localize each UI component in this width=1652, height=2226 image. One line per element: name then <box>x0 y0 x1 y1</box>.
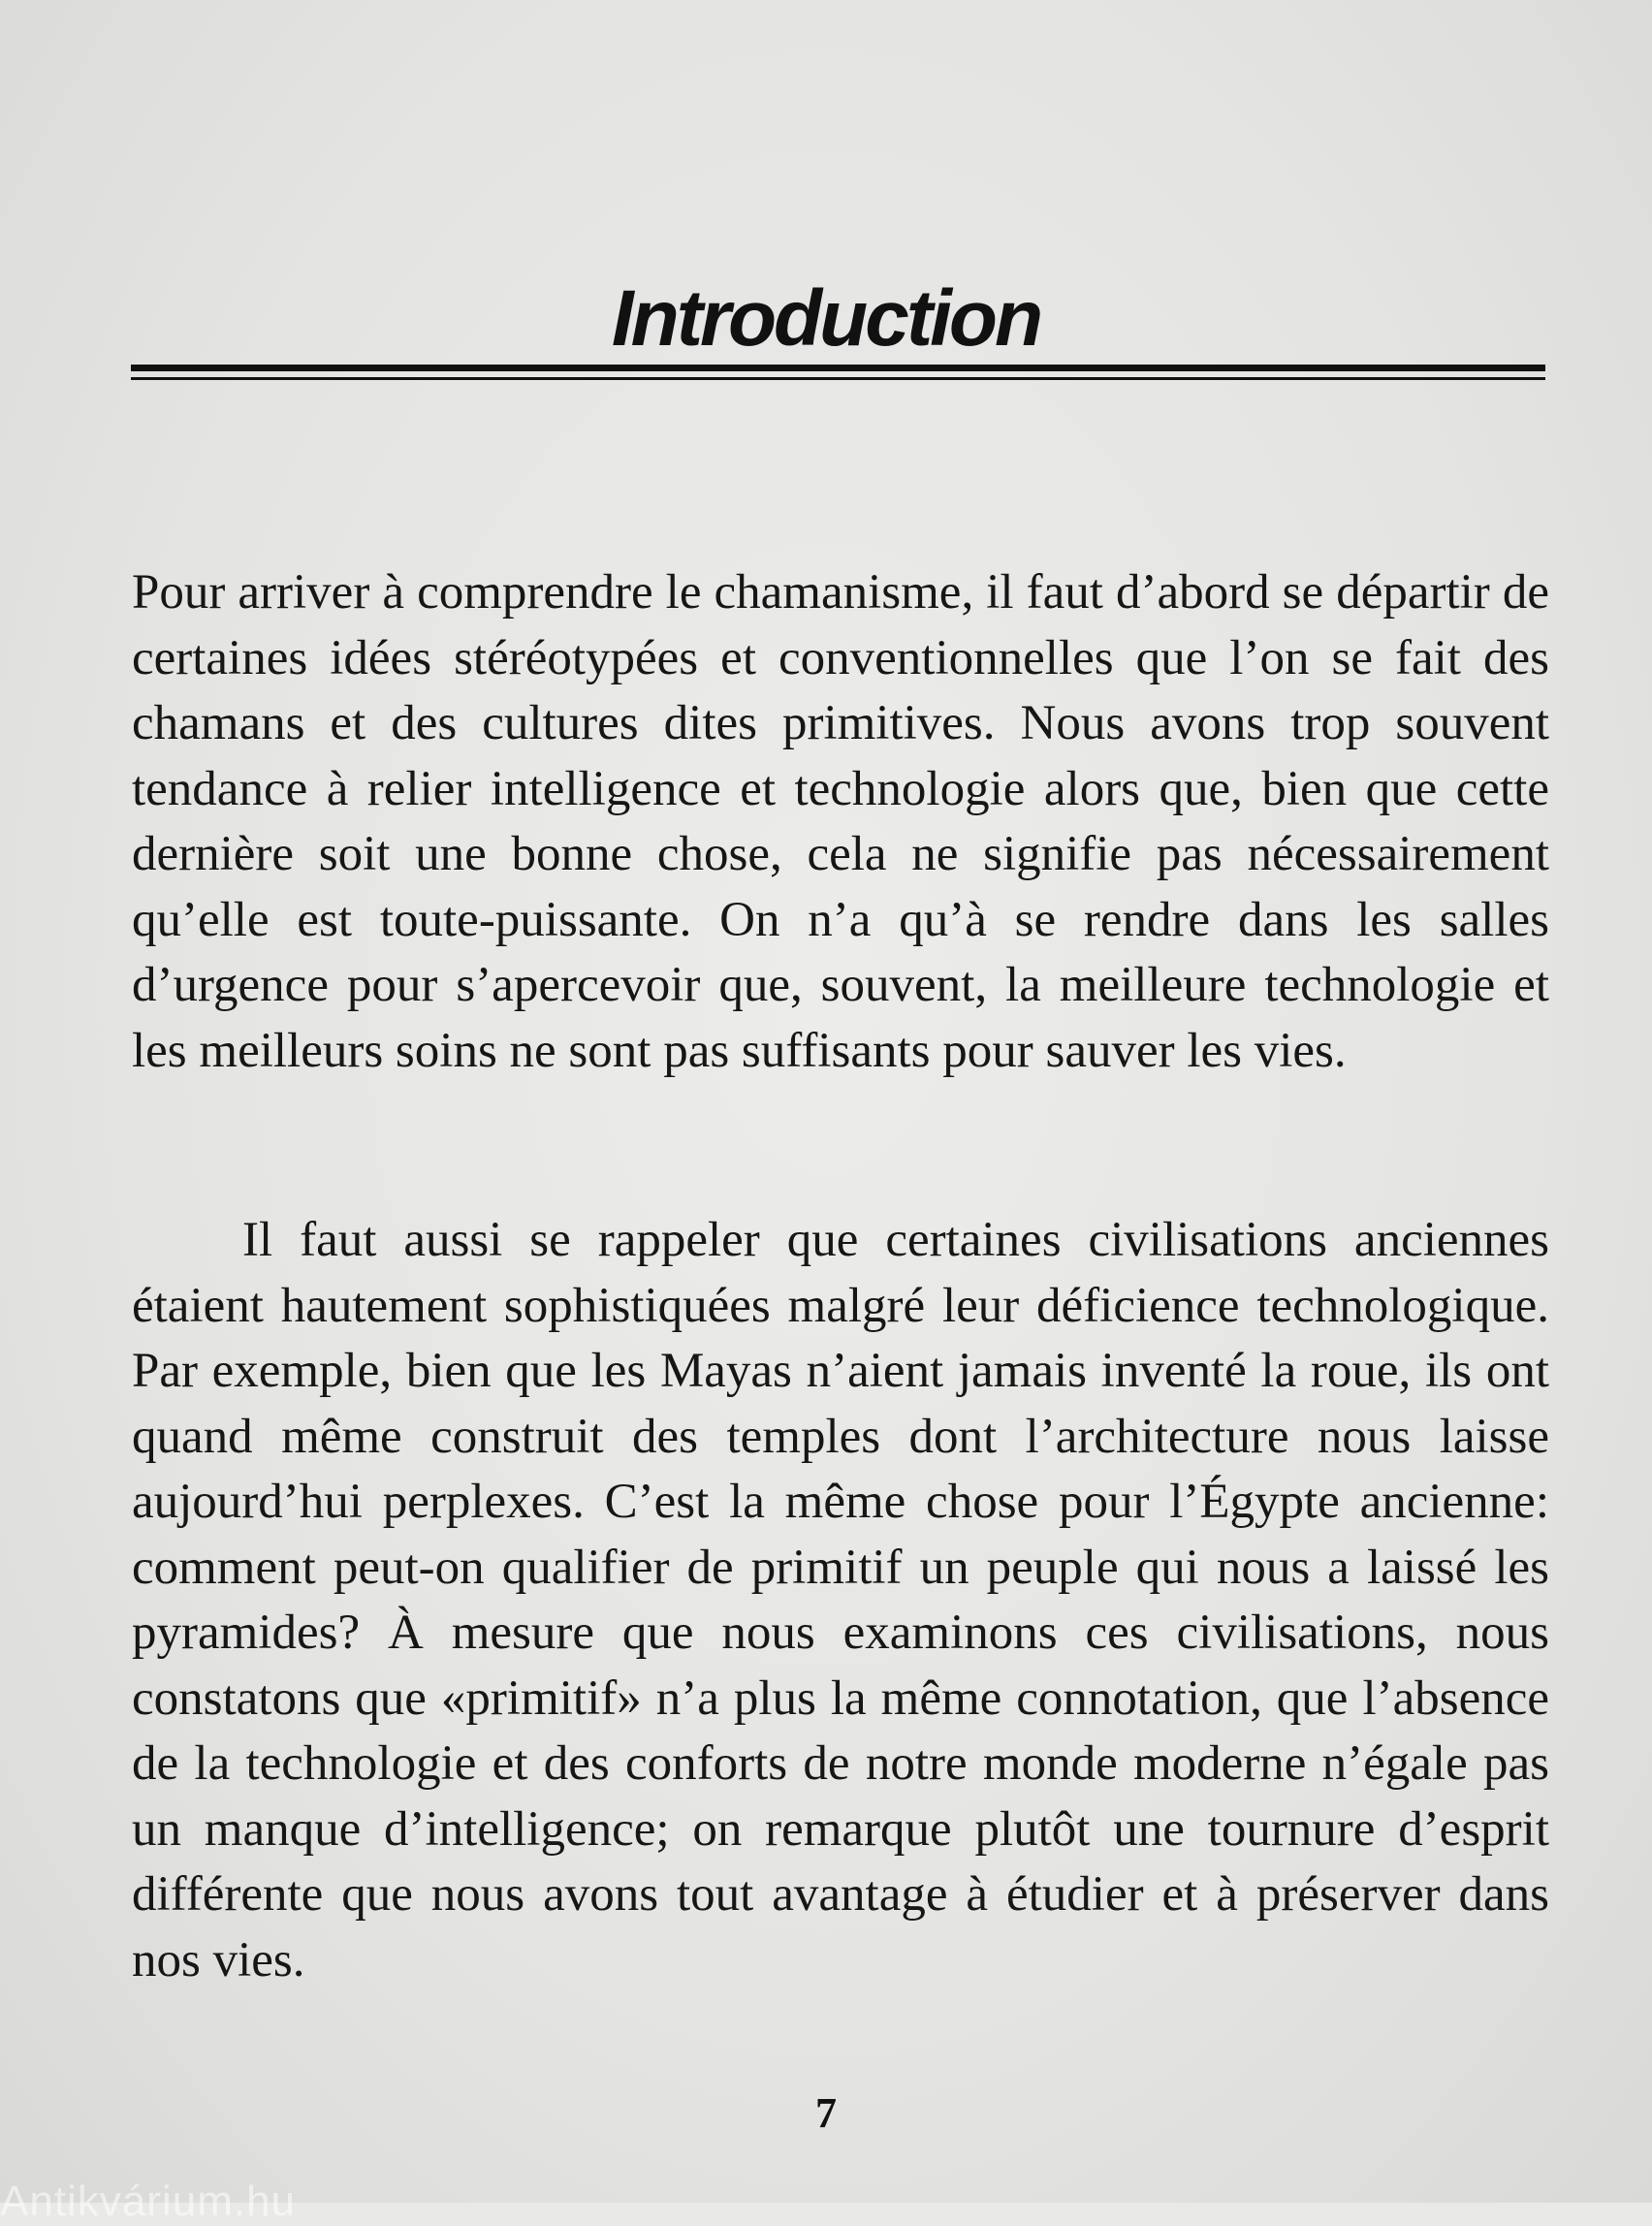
page-title: Introduction <box>611 274 1041 363</box>
title-rule-thin <box>131 377 1545 380</box>
paragraph-1: Pour arriver à comprendre le chamanisme, il faut d’abord se départir de certaines idées stéréotypées et conventionnelles que l’on se fait des chamans et des cultures dites primitives. Nous avons trop souvent tendance à relier intelligence et technologie alors que, bien que cette dernière soit une bonne chose, cela ne signifie pas nécessairement qu’elle est toute-puissante. On n’a qu’à se rendre dans les salles d’urgence pour s’apercevoir que, souvent, la meilleure technologie et les meilleurs soins ne sont pas suffisants pour sauver les vies. <box>132 565 1549 1078</box>
watermark: Antikvárium.hu <box>0 2178 297 2225</box>
title-rule-thick <box>131 365 1545 371</box>
page-number: 7 <box>815 2089 837 2137</box>
bleed-through-text <box>136 10 1551 74</box>
paragraph-2: Il faut aussi se rappeler que certaines civilisations anciennes étaient hautement sophistiquées malgré leur déficience technologique. Par exemple, bien que les Mayas n’aient jamais inventé la roue, ils ont quand même construit des temples dont l’architecture nous laisse aujourd’hui perplexes. C’est la même chose pour l’Égypte ancienne: comment peut-on qualifier de primitif un peuple qui nous a laissé les pyramides? À mesure que nous examinons ces civilisations, nous constatons que «primitif» n’a plus la même connotation, que l’absence de la technologie et des conforts de notre monde moderne n’égale pas un manque d’intelligence; on remarque plutôt une tournure d’esprit différente que nous avons tout avantage à étudier et à préserver dans nos vies. <box>132 1213 1549 1988</box>
